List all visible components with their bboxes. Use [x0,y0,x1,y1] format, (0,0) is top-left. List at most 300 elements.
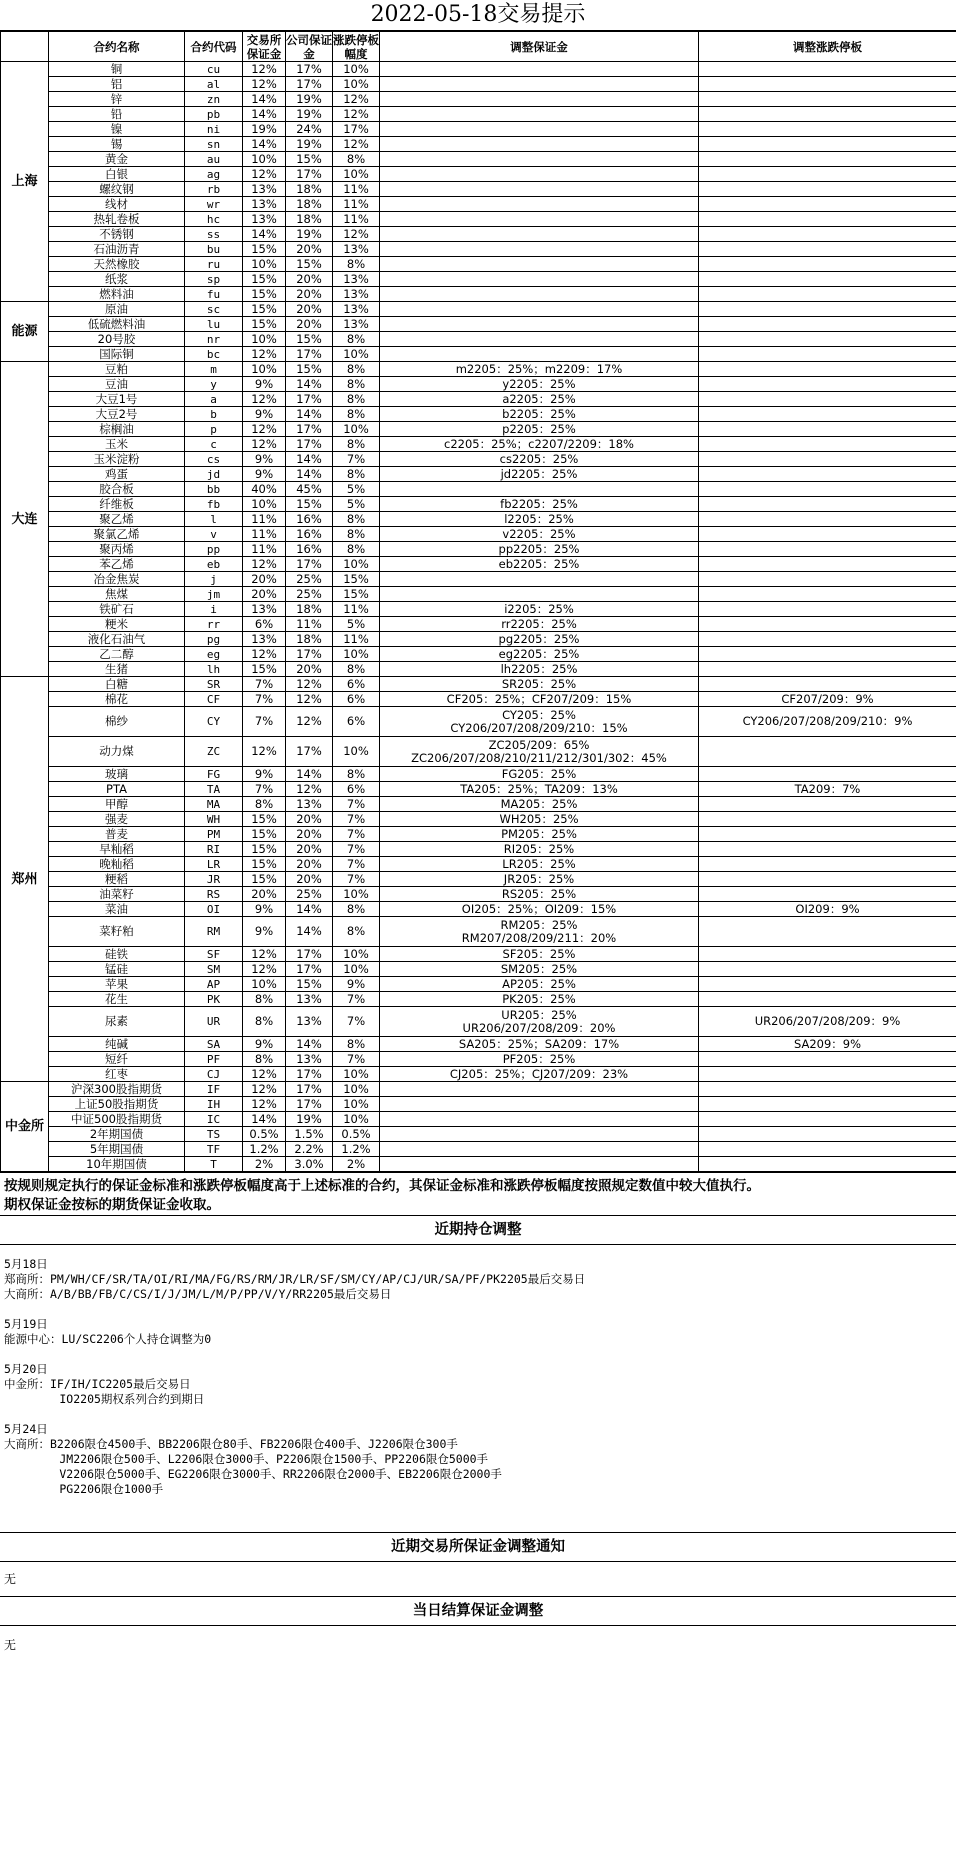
company-margin: 19% [286,227,333,242]
contract-name: 晚籼稻 [49,857,185,872]
exchange-margin-header: 近期交易所保证金调整通知 [0,1533,956,1562]
adjust-margin: LR205：25% [380,857,699,872]
table-row [1,917,956,947]
adjust-limit [699,602,956,617]
adjust-limit [699,1127,956,1142]
contract-code: bu [185,242,243,257]
exchange-margin: 13% [243,212,286,227]
company-margin: 14% [286,452,333,467]
company-margin: 20% [286,662,333,677]
table-row [1,392,956,407]
contract-name: 锌 [49,92,185,107]
adjust-limit [699,647,956,662]
position-date: 5月19日 [4,1317,48,1331]
contract-name: 沪深300股指期货 [49,1082,185,1097]
adjust-margin: TA205：25%；TA209：13% [380,782,699,797]
adjust-limit [699,977,956,992]
adjust-limit [699,527,956,542]
table-row [1,512,956,527]
price-limit: 13% [333,317,380,332]
contract-code: rb [185,182,243,197]
adjust-limit [699,197,956,212]
table-row [1,257,956,272]
adjust-limit [699,632,956,647]
exchange-margin: 14% [243,137,286,152]
company-margin: 17% [286,1097,333,1112]
contract-name: 焦煤 [49,587,185,602]
company-margin: 14% [286,377,333,392]
exchange-margin: 12% [243,422,286,437]
company-margin: 20% [286,242,333,257]
contract-name: 豆粕 [49,362,185,377]
contract-code: CF [185,692,243,707]
page-title: 2022-05-18交易提示 [0,0,956,31]
price-limit: 12% [333,107,380,122]
company-margin: 25% [286,587,333,602]
contract-code: ru [185,257,243,272]
exchange-margin: 6% [243,617,286,632]
contract-code: c [185,437,243,452]
table-row [1,962,956,977]
contract-code: CY [185,707,243,737]
position-day [4,1257,952,1302]
company-margin: 19% [286,92,333,107]
exchange-margin: 9% [243,377,286,392]
adjust-margin [380,1127,699,1142]
adjust-margin [380,242,699,257]
company-margin: 14% [286,917,333,947]
adjust-limit: OI209：9% [699,902,956,917]
position-line: JM2206限仓500手、L2206限仓3000手、P2206限仓1500手、PP2206限仓5000手 [4,1452,489,1466]
contract-code: cu [185,62,243,77]
table-row [1,572,956,587]
exchange-margin: 8% [243,1007,286,1037]
adjust-margin: eg2205：25% [380,647,699,662]
contract-code: SR [185,677,243,692]
company-margin: 20% [286,302,333,317]
adjust-margin: RI205：25% [380,842,699,857]
contract-name: 冶金焦炭 [49,572,185,587]
contract-code: FG [185,767,243,782]
exchange-margin: 9% [243,902,286,917]
table-row [1,287,956,302]
contract-code: bb [185,482,243,497]
contract-code: v [185,527,243,542]
exchange-margin: 12% [243,962,286,977]
table-row [1,167,956,182]
company-margin: 1.5% [286,1127,333,1142]
adjust-limit [699,1157,956,1172]
adjust-limit [699,1067,956,1082]
price-limit: 13% [333,302,380,317]
exchange-margin: 14% [243,1112,286,1127]
contract-name: 粳米 [49,617,185,632]
contract-code: i [185,602,243,617]
table-row [1,587,956,602]
contract-name: 石油沥青 [49,242,185,257]
adjust-margin: SR205：25% [380,677,699,692]
company-margin: 18% [286,632,333,647]
table-row [1,1007,956,1037]
adjust-limit: SA209：9% [699,1037,956,1052]
adjust-margin: pg2205：25% [380,632,699,647]
price-limit: 10% [333,647,380,662]
table-row [1,197,956,212]
exchange-margin: 10% [243,977,286,992]
adjust-margin [380,227,699,242]
adjust-margin: PM205：25% [380,827,699,842]
contract-name: 天然橡胶 [49,257,185,272]
price-limit: 7% [333,827,380,842]
company-margin: 17% [286,1082,333,1097]
contract-code: ZC [185,737,243,767]
company-margin: 14% [286,767,333,782]
contract-code: lu [185,317,243,332]
position-line: PG2206限仓1000手 [4,1482,164,1496]
price-limit: 10% [333,737,380,767]
table-row [1,302,956,317]
price-limit: 7% [333,992,380,1007]
contract-code: IH [185,1097,243,1112]
company-margin: 17% [286,347,333,362]
adjust-limit [699,662,956,677]
contract-code: m [185,362,243,377]
contract-code: eg [185,647,243,662]
company-margin: 17% [286,167,333,182]
adjust-limit [699,62,956,77]
adjust-limit [699,797,956,812]
contract-name: 中证500股指期货 [49,1112,185,1127]
price-limit: 0.5% [333,1127,380,1142]
company-margin: 20% [286,857,333,872]
price-limit: 10% [333,347,380,362]
table-row [1,92,956,107]
company-margin: 20% [286,842,333,857]
company-margin: 45% [286,482,333,497]
adjust-limit [699,242,956,257]
price-limit: 8% [333,767,380,782]
exchange-margin: 12% [243,737,286,767]
contract-name: 大豆1号 [49,392,185,407]
price-limit: 10% [333,947,380,962]
exchange-margin: 15% [243,272,286,287]
adjust-margin: jd2205：25% [380,467,699,482]
adjust-limit [699,497,956,512]
price-limit: 8% [333,407,380,422]
contract-name: 线材 [49,197,185,212]
price-limit: 8% [333,362,380,377]
company-margin: 17% [286,647,333,662]
contract-name: 白糖 [49,677,185,692]
adjust-limit [699,302,956,317]
company-margin: 18% [286,212,333,227]
adjust-margin [380,572,699,587]
adjust-margin: ZC205/209：65% ZC206/207/208/210/211/212/301/302：45% [380,737,699,767]
contract-code: bc [185,347,243,362]
company-margin: 18% [286,182,333,197]
contract-name: 黄金 [49,152,185,167]
exchange-cell: 郑州 [1,677,49,1082]
adjust-margin: pp2205：25% [380,542,699,557]
adjust-margin [380,122,699,137]
adjust-margin [380,182,699,197]
exchange-margin: 9% [243,767,286,782]
exchange-margin: 8% [243,797,286,812]
exchange-margin: 15% [243,872,286,887]
adjust-limit [699,1082,956,1097]
contract-code: rr [185,617,243,632]
company-margin: 12% [286,782,333,797]
exchange-margin: 9% [243,407,286,422]
table-row [1,422,956,437]
adjust-margin [380,152,699,167]
adjust-limit [699,107,956,122]
price-limit: 6% [333,692,380,707]
adjust-margin [380,1097,699,1112]
contract-name: 早籼稻 [49,842,185,857]
company-margin: 15% [286,332,333,347]
adjust-margin [380,317,699,332]
adjust-margin [380,332,699,347]
exchange-margin: 15% [243,287,286,302]
rule-note-line: 期权保证金按标的期货保证金收取。 [4,1197,220,1213]
contract-code: SM [185,962,243,977]
contract-code: RI [185,842,243,857]
adjust-limit [699,1112,956,1127]
contract-name: 苯乙烯 [49,557,185,572]
adjust-limit [699,317,956,332]
company-margin: 20% [286,287,333,302]
company-margin: 25% [286,887,333,902]
adjust-limit [699,887,956,902]
price-limit: 8% [333,917,380,947]
company-margin: 25% [286,572,333,587]
contract-name: 大豆2号 [49,407,185,422]
exchange-margin: 12% [243,947,286,962]
adjust-limit [699,332,956,347]
contract-code: ag [185,167,243,182]
exchange-cell: 上海 [1,62,49,302]
table-row [1,842,956,857]
exchange-margin: 7% [243,692,286,707]
table-row [1,1127,956,1142]
contract-code: sn [185,137,243,152]
adjust-limit [699,962,956,977]
adjust-margin [380,1112,699,1127]
price-limit: 10% [333,1112,380,1127]
table-header-row [1,32,956,62]
price-limit: 6% [333,677,380,692]
table-row [1,122,956,137]
table-row [1,887,956,902]
adjust-limit [699,917,956,947]
adjust-limit [699,392,956,407]
position-line: 能源中心：LU/SC2206个人持仓调整为0 [4,1332,212,1346]
adjust-margin: y2205：25% [380,377,699,392]
company-margin: 15% [286,257,333,272]
adjust-limit [699,77,956,92]
price-limit: 11% [333,197,380,212]
adjust-margin [380,62,699,77]
position-adjust-body [0,1245,956,1533]
adjust-limit [699,422,956,437]
exchange-margin: 7% [243,707,286,737]
exchange-margin: 10% [243,332,286,347]
adjust-margin: RS205：25% [380,887,699,902]
exchange-margin: 10% [243,257,286,272]
adjust-margin: AP205：25% [380,977,699,992]
adjust-margin [380,197,699,212]
contract-code: hc [185,212,243,227]
table-row [1,107,956,122]
company-margin: 14% [286,407,333,422]
table-row [1,1067,956,1082]
company-margin: 19% [286,107,333,122]
price-limit: 13% [333,287,380,302]
adjust-margin: SF205：25% [380,947,699,962]
contract-name: 铁矿石 [49,602,185,617]
contract-code: zn [185,92,243,107]
adjust-margin [380,302,699,317]
contract-code: PF [185,1052,243,1067]
adjust-limit [699,542,956,557]
contract-name: 上证50股指期货 [49,1097,185,1112]
company-margin: 16% [286,527,333,542]
adjust-limit: TA209：7% [699,782,956,797]
adjust-margin [380,1082,699,1097]
exchange-margin: 11% [243,527,286,542]
company-margin: 14% [286,902,333,917]
contract-name: 纸浆 [49,272,185,287]
adjust-margin: a2205：25% [380,392,699,407]
price-limit: 10% [333,1067,380,1082]
contract-name: 菜油 [49,902,185,917]
price-limit: 7% [333,857,380,872]
adjust-margin [380,77,699,92]
exchange-margin: 14% [243,227,286,242]
adjust-limit [699,557,956,572]
exchange-margin: 7% [243,677,286,692]
contract-name: 鸡蛋 [49,467,185,482]
price-limit: 11% [333,632,380,647]
adjust-margin: m2205：25%；m2209：17% [380,362,699,377]
adjust-limit [699,1142,956,1157]
settle-margin-value: 无 [4,1638,17,1652]
adjust-limit [699,587,956,602]
company-margin: 24% [286,122,333,137]
company-margin: 15% [286,497,333,512]
header-exchange-margin: 交易所保证金 [243,32,286,62]
table-row [1,332,956,347]
company-margin: 19% [286,1112,333,1127]
contract-code: a [185,392,243,407]
adjust-limit [699,227,956,242]
table-row [1,437,956,452]
price-limit: 8% [333,467,380,482]
adjust-margin: l2205：25% [380,512,699,527]
rule-note [0,1172,956,1216]
adjust-margin: p2205：25% [380,422,699,437]
adjust-margin [380,347,699,362]
price-limit: 5% [333,617,380,632]
contract-name: 强麦 [49,812,185,827]
price-limit: 7% [333,1052,380,1067]
exchange-margin: 14% [243,92,286,107]
exchange-margin: 10% [243,152,286,167]
price-limit: 10% [333,77,380,92]
header-limit: 涨跌停板幅度 [333,32,379,61]
table-row [1,527,956,542]
exchange-cell: 能源 [1,302,49,362]
exchange-margin: 1.2% [243,1142,286,1157]
adjust-limit [699,1052,956,1067]
adjust-limit [699,812,956,827]
price-limit: 8% [333,437,380,452]
position-day [4,1362,952,1407]
exchange-margin: 13% [243,602,286,617]
exchange-margin: 15% [243,842,286,857]
contract-code: l [185,512,243,527]
table-row [1,1112,956,1127]
contract-code: RM [185,917,243,947]
price-limit: 13% [333,242,380,257]
table-row [1,407,956,422]
exchange-margin: 9% [243,917,286,947]
contract-code: IF [185,1082,243,1097]
contract-name: 镍 [49,122,185,137]
company-margin: 20% [286,317,333,332]
table-row [1,1037,956,1052]
price-limit: 8% [333,332,380,347]
price-limit: 8% [333,377,380,392]
adjust-limit: CF207/209：9% [699,692,956,707]
price-limit: 12% [333,137,380,152]
price-limit: 7% [333,797,380,812]
exchange-margin: 20% [243,587,286,602]
table-row [1,542,956,557]
adjust-limit [699,857,956,872]
table-row [1,137,956,152]
contract-name: 锰硅 [49,962,185,977]
table-row [1,1052,956,1067]
table-row [1,482,956,497]
company-margin: 20% [286,812,333,827]
adjust-margin: PK205：25% [380,992,699,1007]
adjust-margin: CY205：25% CY206/207/208/209/210：15% [380,707,699,737]
company-margin: 16% [286,542,333,557]
contract-code: MA [185,797,243,812]
contract-code: UR [185,1007,243,1037]
exchange-margin: 10% [243,362,286,377]
price-limit: 6% [333,707,380,737]
adjust-margin: i2205：25% [380,602,699,617]
exchange-margin: 13% [243,632,286,647]
contract-code: SA [185,1037,243,1052]
table-row [1,662,956,677]
contract-code: fb [185,497,243,512]
table-row [1,1082,956,1097]
table-row [1,782,956,797]
position-day [4,1317,952,1347]
adjust-limit [699,512,956,527]
price-limit: 8% [333,527,380,542]
contract-code: pg [185,632,243,647]
adjust-margin: fb2205：25% [380,497,699,512]
contract-name: 螺纹钢 [49,182,185,197]
adjust-limit [699,272,956,287]
table-row [1,212,956,227]
company-margin: 2.2% [286,1142,333,1157]
